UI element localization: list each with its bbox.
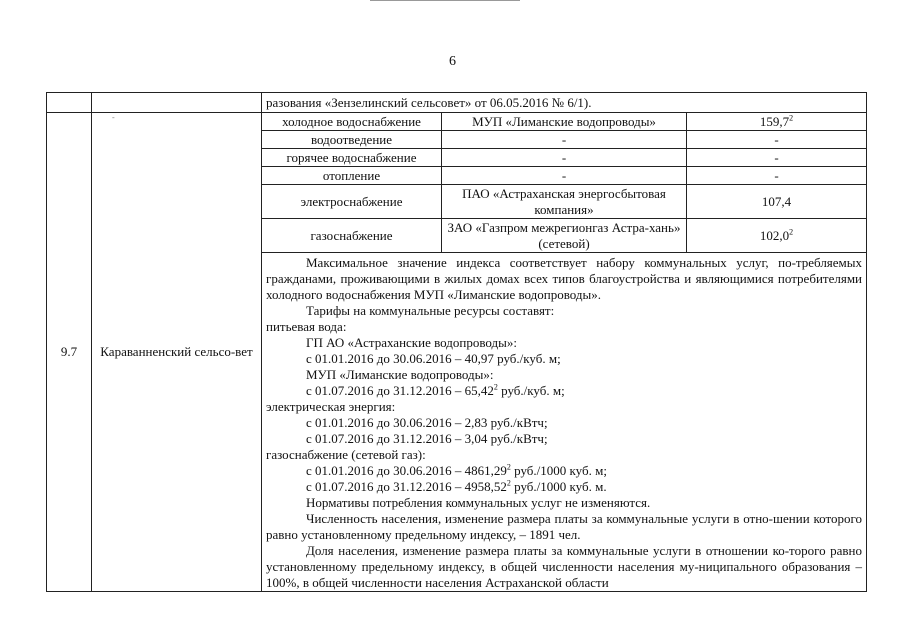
service-name: водоотведение — [262, 131, 442, 149]
row-number: 9.7 — [47, 113, 92, 592]
service-provider: - — [442, 167, 687, 185]
top-rule — [370, 0, 520, 1]
paragraph: с 01.07.2016 до 31.12.2016 – 3,04 руб./кВтч; — [306, 431, 548, 446]
paragraph: электрическая энергия: — [266, 399, 396, 414]
explanatory-text-cell — [262, 253, 867, 592]
service-index: - — [687, 167, 867, 185]
settlement-name: Караванненский сельсо-вет — [100, 344, 253, 359]
service-index: - — [687, 149, 867, 167]
service-provider: МУП «Лиманские водопроводы» — [442, 113, 687, 131]
service-provider: - — [442, 131, 687, 149]
paragraph: Тарифы на коммунальные ресурсы составят: — [306, 303, 555, 318]
service-index: 102,0$^2$ — [687, 219, 867, 253]
settlement-name-cell — [92, 113, 262, 592]
paragraph: Доля населения, изменение размера платы за коммунальные услуги в отношении ко-торого равно установленному предельному индексу, в общей численности населения му-ниципального образования – 100%, в общей численности населения Астраханской области — [266, 543, 863, 590]
service-index: - — [687, 131, 867, 149]
paragraph: ГП АО «Астраханские водопроводы»: — [306, 335, 517, 350]
service-provider: - — [442, 149, 687, 167]
empty-cell — [47, 93, 92, 113]
table-row — [47, 93, 867, 113]
paragraph: газоснабжение (сетевой газ): — [266, 447, 426, 462]
tariff-table — [46, 92, 867, 592]
service-index: 159,7$^2$ — [687, 113, 867, 131]
paragraph: Численность населения, изменение размера платы за коммунальные услуги в отно-шении которого равно установленному предельному индексу, – 1891 чел. — [266, 511, 863, 542]
service-name: газоснабжение — [262, 219, 442, 253]
service-index: 107,4 — [687, 185, 867, 219]
service-provider: ЗАО «Газпром межрегионгаз Астра-хань» (сетевой) — [442, 219, 687, 253]
service-name: горячее водоснабжение — [262, 149, 442, 167]
paragraph: с 01.01.2016 до 30.06.2016 – 2,83 руб./кВтч; — [306, 415, 548, 430]
paragraph: с 01.01.2016 до 30.06.2016 – 40,97 руб./куб. м; — [306, 351, 561, 366]
empty-cell — [92, 93, 262, 113]
paragraph: с 01.07.2016 до 31.12.2016 – 65,42$^2$ руб./куб. м; — [306, 382, 565, 398]
service-name: отопление — [262, 167, 442, 185]
paragraph: питьевая вода: — [266, 319, 347, 334]
service-provider: ПАО «Астраханская энергосбытовая компания» — [442, 185, 687, 219]
paragraph: с 01.07.2016 до 31.12.2016 – 4958,52$^2$ руб./1000 куб. м. — [306, 478, 607, 494]
row-dot: - — [112, 113, 115, 122]
service-name: холодное водоснабжение — [262, 113, 442, 131]
page-number: 6 — [449, 54, 456, 69]
paragraph: Нормативы потребления коммунальных услуг не изменяются. — [306, 495, 651, 510]
continuation-cell: разования «Зензелинский сельсовет» от 06.05.2016 № 6/1). — [262, 93, 867, 113]
table-row — [47, 113, 867, 131]
paragraph: Максимальное значение индекса соответствует набору коммунальных услуг, по-требляемых гражданами, проживающими в жилых домах всех типов благоустройства и являющимися потребителями холодного водоснабжения МУП «Лиманские водопроводы». — [266, 255, 863, 302]
paragraph: МУП «Лиманские водопроводы»: — [306, 367, 494, 382]
paragraph: с 01.01.2016 до 30.06.2016 – 4861,29$^2$ руб./1000 куб. м; — [306, 462, 607, 478]
service-name: электроснабжение — [262, 185, 442, 219]
